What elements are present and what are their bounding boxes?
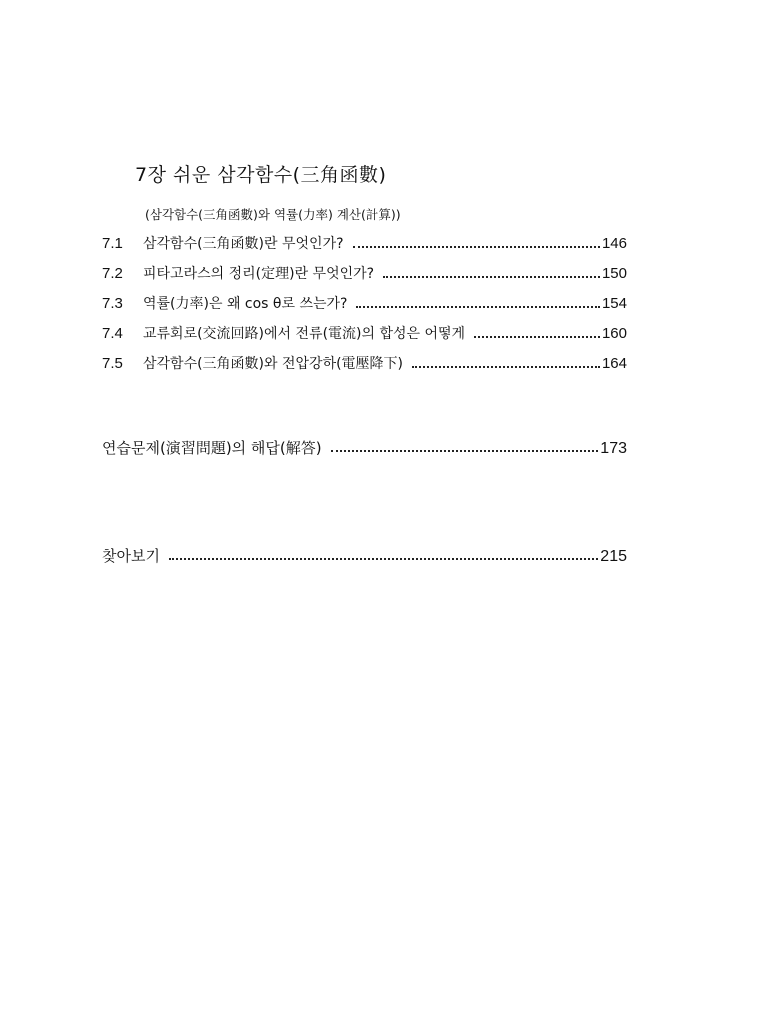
- toc-entry-7-4: [102, 323, 627, 343]
- page-number: 154: [601, 295, 627, 312]
- dot-leader: [356, 306, 600, 308]
- section-title: 피타고라스의 정리(定理)란 무엇인가?: [143, 266, 375, 282]
- dot-leader: [412, 366, 600, 368]
- toc-entry-7-2: [102, 263, 627, 283]
- page-number: 146: [601, 235, 627, 252]
- section-title: 교류회로(交流回路)에서 전류(電流)의 합성은 어떻게: [143, 326, 466, 342]
- chapter-title: 7장 쉬운 삼각함수(三角函數): [135, 164, 387, 186]
- section-number: 7.1: [102, 235, 123, 252]
- section-number: 7.3: [102, 295, 123, 312]
- exercises-title: 연습문제(演習問題)의 해답(解答): [102, 439, 322, 457]
- toc-entry-7-3: [102, 293, 627, 313]
- page-number: 173: [600, 440, 627, 457]
- section-title: 역률(力率)은 왜 cos θ로 쓰는가?: [143, 296, 348, 312]
- dot-leader: [331, 450, 599, 452]
- dot-leader: [383, 276, 600, 278]
- section-title: 삼각함수(三角函數)와 전압강하(電壓降下): [143, 356, 404, 372]
- section-number: 7.5: [102, 355, 123, 372]
- toc-entry-7-1: [102, 233, 627, 253]
- page-number: 164: [601, 355, 627, 372]
- section-number: 7.2: [102, 265, 123, 282]
- page-number: 160: [601, 325, 627, 342]
- chapter-subtitle: (삼각함수(三角函數)와 역률(力率) 계산(計算)): [145, 207, 401, 222]
- section-title: 삼각함수(三角函數)란 무엇인가?: [143, 236, 344, 252]
- page-number: 215: [600, 548, 627, 565]
- dot-leader: [169, 558, 598, 560]
- index-title: 찾아보기: [102, 547, 160, 565]
- dot-leader: [474, 336, 600, 338]
- dot-leader: [353, 246, 600, 248]
- page-number: 150: [601, 265, 627, 282]
- toc-entry-7-5: [102, 353, 627, 373]
- section-number: 7.4: [102, 325, 123, 342]
- toc-entry-exercises: [102, 437, 627, 457]
- toc-entry-index: [102, 545, 627, 565]
